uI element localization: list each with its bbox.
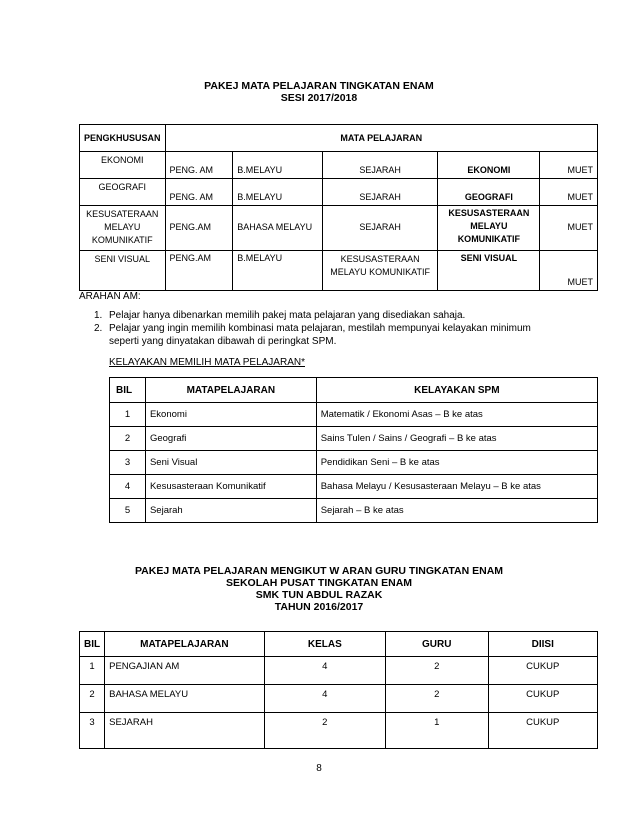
page-title: PAKEJ MATA PELAJARAN TINGKATAN ENAM [204, 80, 434, 92]
table-row [80, 713, 598, 749]
table-cell: 2 [386, 685, 489, 713]
table-row [110, 427, 598, 451]
table-cell: PENG. AM [165, 152, 233, 179]
table-cell: 5 [110, 499, 146, 523]
table-cell: Ekonomi [145, 403, 316, 427]
list-item-number: 2. [94, 323, 103, 334]
header-kelas: KELAS [264, 632, 385, 657]
table-row [80, 685, 598, 713]
session-subtitle: SESI 2017/2018 [280, 92, 358, 104]
arahan-heading: ARAHAN AM: [79, 291, 141, 302]
header-kelayakan: KELAYAKAN SPM [316, 378, 597, 403]
waran-table [79, 631, 598, 749]
pengkhususan-cell: GEOGRAFI [80, 179, 166, 206]
table-cell: PENG.AM [165, 251, 233, 291]
table-cell: 2 [80, 685, 105, 713]
table-cell: MUET [540, 251, 598, 291]
table-row [110, 499, 598, 523]
header-pengkhususan: PENGKHUSUSAN [80, 125, 166, 152]
table-cell: 2 [264, 713, 385, 749]
table-cell: 2 [386, 657, 489, 685]
list-item-number: 1. [94, 310, 103, 321]
table-cell: Matematik / Ekonomi Asas – B ke atas [316, 403, 597, 427]
pengkhususan-cell [80, 206, 166, 251]
table-cell: SEJARAH [322, 179, 438, 206]
cell-line: KESUSASTERAAN [448, 208, 530, 218]
table-header-row [80, 125, 598, 152]
table-cell: SENI VISUAL [438, 251, 540, 291]
table-cell: Geografi [145, 427, 316, 451]
table-header-row [110, 378, 598, 403]
table-cell: MUET [540, 179, 598, 206]
cell-line: KESUSATERAAN [86, 209, 159, 219]
table-row [80, 251, 598, 291]
table-cell: 4 [110, 475, 146, 499]
cell-line: MELAYU KOMUNIKATIF [330, 267, 430, 277]
waran-year: TAHUN 2016/2017 [274, 601, 364, 613]
header-guru: GURU [386, 632, 489, 657]
table-cell: CUKUP [488, 685, 597, 713]
table-cell: Pendidikan Seni – B ke atas [316, 451, 597, 475]
cell-line: KESUSASTERAAN [340, 254, 420, 264]
table-cell: GEOGRAFI [438, 179, 540, 206]
table-row [80, 179, 598, 206]
table-cell: 1 [110, 403, 146, 427]
table-cell: Sejarah – B ke atas [316, 499, 597, 523]
table-row [110, 451, 598, 475]
table-cell: CUKUP [488, 713, 597, 749]
table-cell: 3 [80, 713, 105, 749]
table-row [80, 152, 598, 179]
table-row [110, 475, 598, 499]
list-item: Pelajar yang ingin memilih kombinasi mata pelajaran, mestilah mempunyai kelayakan minimum [109, 323, 531, 334]
page-number: 8 [316, 763, 322, 774]
header-matapelajaran: MATAPELAJARAN [145, 378, 316, 403]
table-cell: 1 [80, 657, 105, 685]
table-cell: BAHASA MELAYU [233, 206, 323, 251]
header-matapelajaran: MATAPELAJARAN [105, 632, 265, 657]
school-name: SMK TUN ABDUL RAZAK [255, 589, 383, 601]
list-item: Pelajar hanya dibenarkan memilih pakej mata pelajaran yang disediakan sahaja. [109, 310, 466, 321]
table-cell: 4 [264, 657, 385, 685]
header-bil: BIL [80, 632, 105, 657]
table-cell: 3 [110, 451, 146, 475]
header-diisi: DIISI [488, 632, 597, 657]
table-cell [438, 206, 540, 251]
cell-line: KOMUNIKATIF [91, 235, 153, 245]
table-cell [322, 251, 438, 291]
table-cell: Seni Visual [145, 451, 316, 475]
table-cell: B.MELAYU [233, 179, 323, 206]
table-row [110, 403, 598, 427]
table-cell: MUET [540, 152, 598, 179]
table-cell: Kesusasteraan Komunikatif [145, 475, 316, 499]
table-cell: PENGAJIAN AM [105, 657, 265, 685]
table-cell: Sains Tulen / Sains / Geografi – B ke atas [316, 427, 597, 451]
cell-line: MELAYU KOMUNIKATIF [457, 221, 521, 244]
table-header-row [80, 632, 598, 657]
table-row [80, 206, 598, 251]
pengkhususan-cell: SENI VISUAL [80, 251, 166, 291]
table-cell: PENG.AM [165, 206, 233, 251]
table-cell: PENG. AM [165, 179, 233, 206]
pengkhususan-cell: EKONOMI [80, 152, 166, 179]
table-cell: Bahasa Melayu / Kesusasteraan Melayu – B ke atas [316, 475, 597, 499]
cell-line: MELAYU [104, 222, 141, 232]
header-bil: BIL [110, 378, 146, 403]
table-cell: SEJARAH [322, 206, 438, 251]
header-mata-pelajaran: MATA PELAJARAN [165, 125, 597, 152]
table-cell: B.MELAYU [233, 152, 323, 179]
table-cell: B.MELAYU [233, 251, 323, 291]
table-row [80, 657, 598, 685]
table-cell: SEJARAH [105, 713, 265, 749]
pakej-table [79, 124, 598, 291]
table-cell: SEJARAH [322, 152, 438, 179]
table-cell: BAHASA MELAYU [105, 685, 265, 713]
table-cell: 1 [386, 713, 489, 749]
kelayakan-heading: KELAYAKAN MEMILIH MATA PELAJARAN* [109, 357, 305, 368]
table-cell: MUET [540, 206, 598, 251]
waran-subtitle: SEKOLAH PUSAT TINGKATAN ENAM [225, 577, 413, 589]
waran-title: PAKEJ MATA PELAJARAN MENGIKUT W ARAN GURU TINGKATAN ENAM [134, 565, 504, 577]
list-item-continuation: seperti yang dinyatakan dibawah di peringkat SPM. [109, 336, 337, 347]
table-cell: 2 [110, 427, 146, 451]
table-cell: Sejarah [145, 499, 316, 523]
table-cell: 4 [264, 685, 385, 713]
table-cell: CUKUP [488, 657, 597, 685]
kelayakan-table [109, 377, 598, 523]
table-cell: EKONOMI [438, 152, 540, 179]
